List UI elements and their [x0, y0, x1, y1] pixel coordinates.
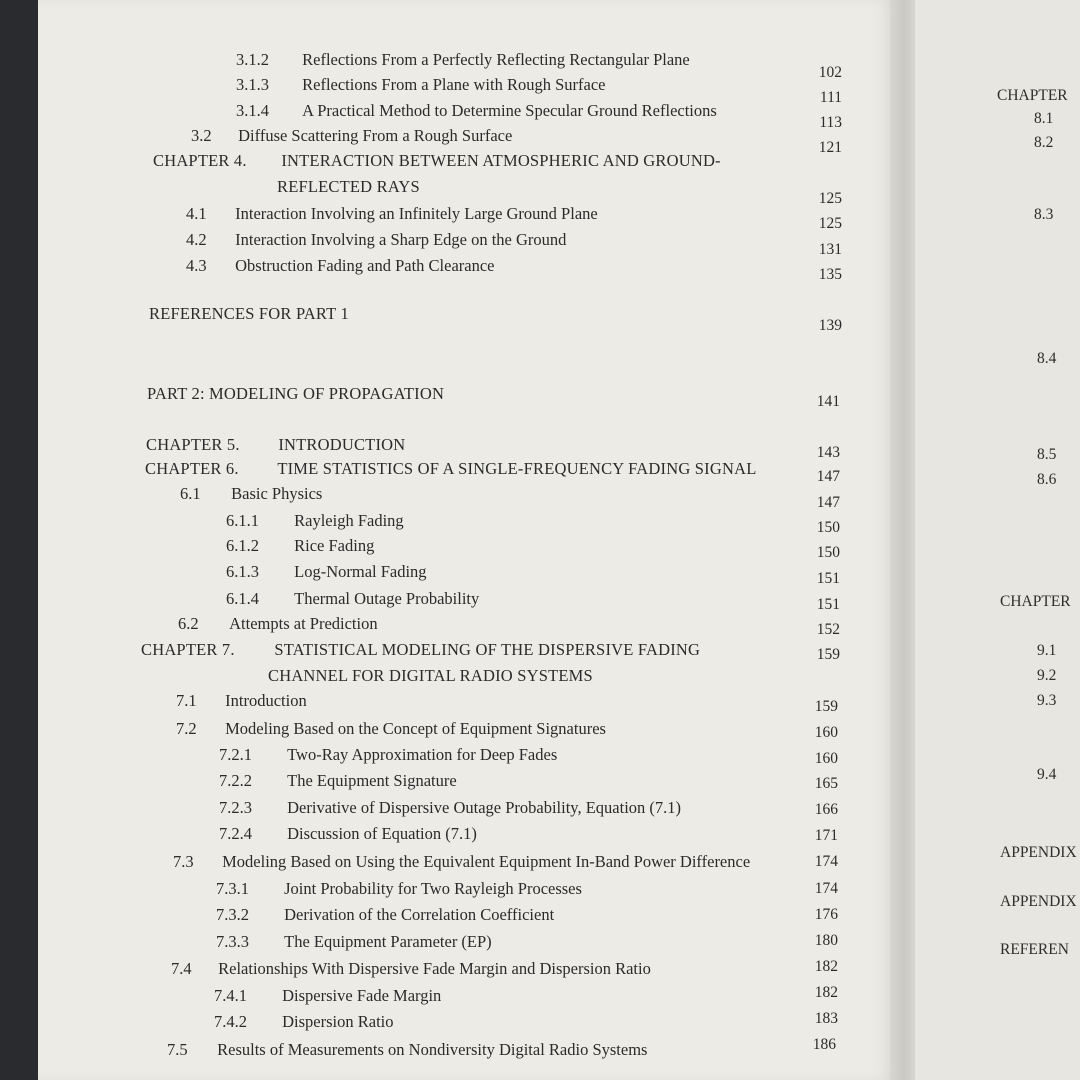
entry-page: 125 — [818, 215, 842, 232]
toc-entry — [219, 798, 681, 818]
right-fragment: CHAPTER — [1000, 593, 1071, 610]
entry-page: 171 — [814, 827, 838, 844]
entry-page: 143 — [816, 444, 840, 461]
entry-title: Joint Probability for Two Rayleigh Processes — [284, 879, 582, 898]
entry-page: 186 — [812, 1036, 836, 1053]
entry-title: Reflections From a Perfectly Reflecting Rectangular Plane — [302, 50, 690, 69]
entry-title: Attempts at Prediction — [229, 614, 378, 633]
entry-title: Discussion of Equation (7.1) — [287, 824, 477, 843]
entry-page: 139 — [818, 317, 842, 334]
right-fragment: 8.1 — [1034, 110, 1054, 127]
entry-number: 7.4 — [171, 959, 192, 978]
entry-title: Interaction Involving an Infinitely Large Ground Plane — [235, 204, 598, 223]
entry-number: 4.3 — [186, 256, 207, 275]
entry-page: 125 — [818, 190, 842, 207]
entry-number: 7.3.1 — [216, 879, 249, 898]
chapter-number: CHAPTER 6. — [145, 459, 239, 478]
toc-chapter — [153, 151, 721, 171]
entry-page: 182 — [814, 958, 838, 975]
entry-page: 174 — [814, 880, 838, 897]
toc-entry — [216, 932, 492, 952]
right-fragment: 9.3 — [1037, 692, 1057, 709]
chapter-number: CHAPTER 5. — [146, 435, 240, 454]
right-fragment: 8.2 — [1034, 134, 1054, 151]
entry-number: 6.1 — [180, 484, 201, 503]
entry-page: 102 — [818, 64, 842, 81]
entry-number: 6.1.3 — [226, 562, 259, 581]
toc-entry — [178, 614, 378, 634]
chapter-number: CHAPTER 7. — [141, 640, 235, 659]
toc-part — [147, 384, 444, 404]
right-fragment: 8.6 — [1037, 471, 1057, 488]
toc-chapter-continuation — [277, 177, 420, 197]
toc-entry — [176, 691, 307, 711]
toc-entry — [214, 986, 441, 1006]
toc-chapter — [145, 459, 756, 479]
toc-entry — [236, 50, 690, 70]
entry-title: The Equipment Parameter (EP) — [284, 932, 492, 951]
toc-entry — [219, 745, 557, 765]
entry-title: Derivative of Dispersive Outage Probability, Equation (7.1) — [287, 798, 682, 817]
entry-page: 180 — [814, 932, 838, 949]
toc-entry — [226, 536, 374, 556]
entry-page: 131 — [818, 241, 842, 258]
entry-page: 160 — [814, 724, 838, 741]
toc-entry — [216, 879, 582, 899]
toc-chapter — [141, 640, 700, 660]
entry-title: Results of Measurements on Nondiversity Digital Radio Systems — [217, 1040, 648, 1059]
right-fragment: 9.1 — [1037, 642, 1057, 659]
section-title: REFERENCES FOR PART 1 — [149, 304, 349, 323]
entry-number: 7.5 — [167, 1040, 188, 1059]
toc-section — [149, 304, 349, 324]
entry-number: 6.1.1 — [226, 511, 259, 530]
toc-entry — [191, 126, 512, 146]
toc-entry — [214, 1012, 394, 1032]
toc-entry — [236, 75, 605, 95]
right-fragment: 8.5 — [1037, 446, 1057, 463]
entry-title: Interaction Involving a Sharp Edge on the Ground — [235, 230, 567, 249]
entry-page: 174 — [814, 853, 838, 870]
entry-title: Introduction — [225, 691, 307, 710]
entry-number: 7.2.2 — [219, 771, 252, 790]
right-fragment: 9.4 — [1037, 766, 1057, 783]
entry-page: 160 — [814, 750, 838, 767]
entry-title: A Practical Method to Determine Specular Ground Reflections — [302, 101, 717, 120]
toc-entry — [176, 719, 606, 739]
toc-chapter — [146, 435, 405, 455]
toc-entry — [186, 256, 494, 276]
toc-entry — [219, 771, 457, 791]
entry-page: 147 — [816, 468, 840, 485]
entry-page: 182 — [814, 984, 838, 1001]
toc-entry — [173, 852, 750, 872]
entry-page: 159 — [816, 646, 840, 663]
entry-page: 152 — [816, 621, 840, 638]
right-fragment: 9.2 — [1037, 667, 1057, 684]
entry-title: Two-Ray Approximation for Deep Fades — [287, 745, 558, 764]
entry-page: 147 — [816, 494, 840, 511]
right-fragment: CHAPTER — [997, 87, 1068, 104]
entry-page: 141 — [816, 393, 840, 410]
entry-number: 7.2.1 — [219, 745, 252, 764]
toc-entry — [186, 204, 598, 224]
entry-number: 3.1.3 — [236, 75, 269, 94]
toc-entry — [236, 101, 717, 121]
entry-title: Dispersive Fade Margin — [282, 986, 442, 1005]
entry-page: 135 — [818, 266, 842, 283]
toc-entry — [226, 562, 427, 582]
toc-entry — [226, 589, 479, 609]
entry-number: 6.2 — [178, 614, 199, 633]
toc-entry — [216, 905, 554, 925]
entry-title: Rayleigh Fading — [294, 511, 404, 530]
entry-page: 166 — [814, 801, 838, 818]
entry-number: 7.2.4 — [219, 824, 252, 843]
entry-page: 150 — [816, 544, 840, 561]
entry-title: Basic Physics — [231, 484, 323, 503]
entry-number: 7.3.2 — [216, 905, 249, 924]
entry-title: Reflections From a Plane with Rough Surface — [302, 75, 606, 94]
right-fragment: APPENDIX — [1000, 893, 1077, 910]
chapter-title: STATISTICAL MODELING OF THE DISPERSIVE FADING — [274, 640, 701, 659]
toc-entry — [226, 511, 404, 531]
part-title: PART 2: MODELING OF PROPAGATION — [147, 384, 445, 403]
chapter-title: INTRODUCTION — [278, 435, 406, 454]
chapter-title: REFLECTED RAYS — [277, 177, 420, 196]
chapter-number: CHAPTER 4. — [153, 151, 247, 170]
right-fragment: 8.4 — [1037, 350, 1057, 367]
entry-page: 151 — [816, 596, 840, 613]
entry-page: 151 — [816, 570, 840, 587]
entry-number: 7.2 — [176, 719, 197, 738]
entry-title: Log-Normal Fading — [294, 562, 427, 581]
entry-title: Relationships With Dispersive Fade Margin and Dispersion Ratio — [218, 959, 651, 978]
entry-number: 7.1 — [176, 691, 197, 710]
entry-title: Dispersion Ratio — [282, 1012, 394, 1031]
entry-title: The Equipment Signature — [287, 771, 457, 790]
entry-title: Obstruction Fading and Path Clearance — [235, 256, 495, 275]
entry-page: 165 — [814, 775, 838, 792]
right-book-page — [915, 0, 1080, 1080]
entry-title: Rice Fading — [294, 536, 375, 555]
chapter-title: CHANNEL FOR DIGITAL RADIO SYSTEMS — [268, 666, 593, 685]
entry-number: 3.1.2 — [236, 50, 269, 69]
toc-entry — [180, 484, 322, 504]
entry-title: Derivation of the Correlation Coefficient — [284, 905, 555, 924]
entry-page: 121 — [818, 139, 842, 156]
right-fragment: APPENDIX — [1000, 844, 1077, 861]
entry-page: 183 — [814, 1010, 838, 1027]
entry-title: Thermal Outage Probability — [294, 589, 480, 608]
chapter-title: TIME STATISTICS OF A SINGLE-FREQUENCY FADING SIGNAL — [277, 459, 757, 478]
entry-number: 7.4.1 — [214, 986, 247, 1005]
entry-title: Modeling Based on Using the Equivalent Equipment In-Band Power Difference — [222, 852, 751, 871]
entry-number: 7.4.2 — [214, 1012, 247, 1031]
entry-number: 3.1.4 — [236, 101, 269, 120]
entry-page: 159 — [814, 698, 838, 715]
chapter-title: INTERACTION BETWEEN ATMOSPHERIC AND GROUND- — [281, 151, 721, 170]
entry-number: 7.3 — [173, 852, 194, 871]
toc-entry — [167, 1040, 647, 1060]
toc-entry — [219, 824, 477, 844]
entry-number: 6.1.2 — [226, 536, 259, 555]
entry-number: 3.2 — [191, 126, 212, 145]
toc-entry — [171, 959, 651, 979]
right-fragment: REFEREN — [1000, 941, 1069, 958]
entry-number: 6.1.4 — [226, 589, 259, 608]
entry-page: 150 — [816, 519, 840, 536]
entry-page: 113 — [819, 114, 842, 131]
entry-page: 176 — [814, 906, 838, 923]
toc-entry — [186, 230, 566, 250]
entry-number: 4.1 — [186, 204, 207, 223]
entry-number: 7.3.3 — [216, 932, 249, 951]
entry-page: 111 — [819, 89, 842, 106]
entry-title: Modeling Based on the Concept of Equipment Signatures — [225, 719, 606, 738]
toc-chapter-continuation — [268, 666, 593, 686]
entry-number: 4.2 — [186, 230, 207, 249]
right-fragment: 8.3 — [1034, 206, 1054, 223]
entry-number: 7.2.3 — [219, 798, 252, 817]
entry-title: Diffuse Scattering From a Rough Surface — [238, 126, 513, 145]
